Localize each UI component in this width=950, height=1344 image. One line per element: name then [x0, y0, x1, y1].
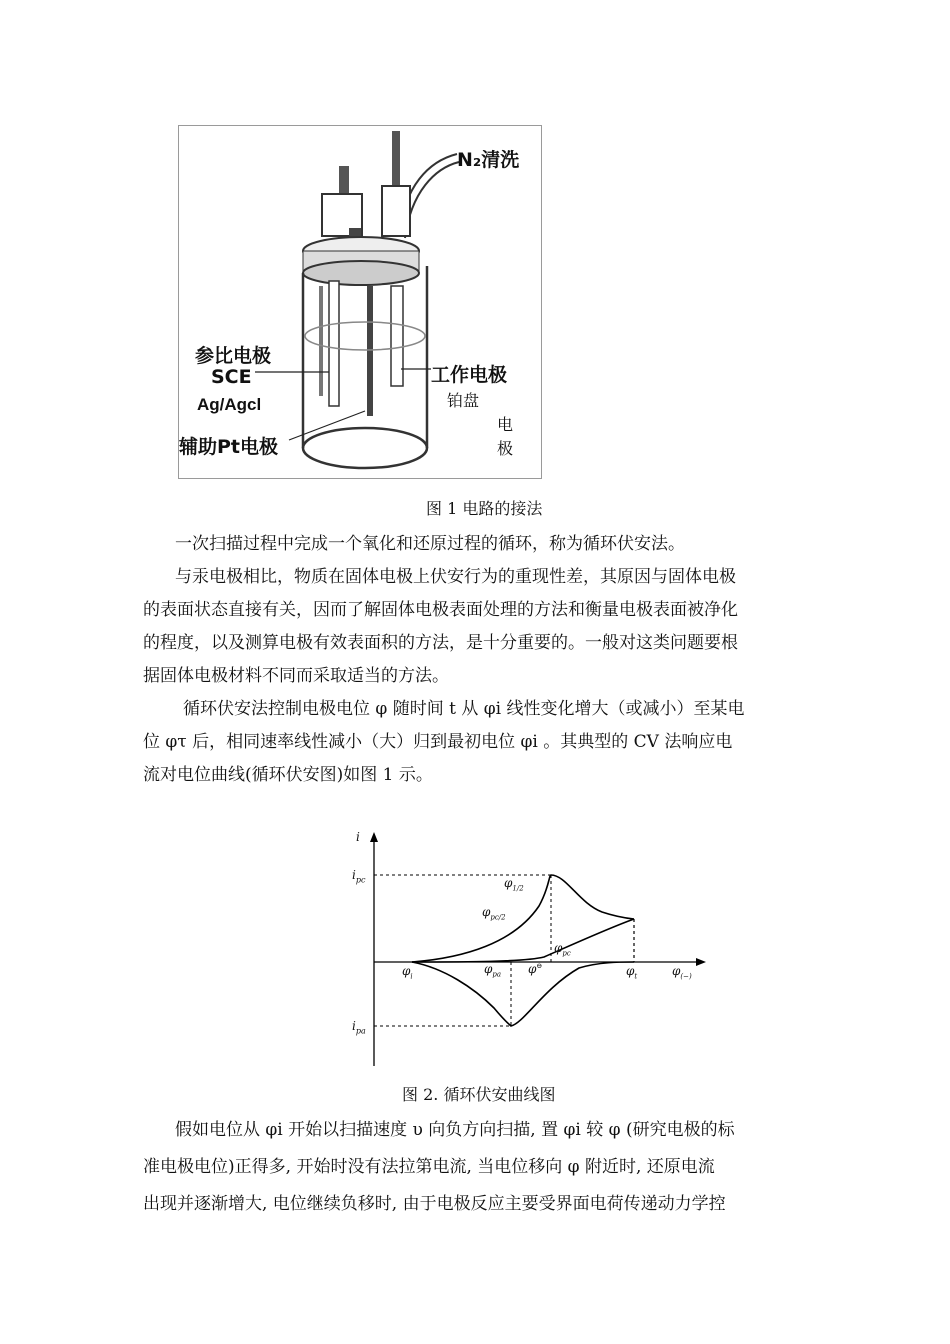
phi-pa-subscript: pa [492, 970, 502, 979]
paragraph-line: 与汞电极相比，物质在固体电极上伏安行为的重现性差，其原因与固体电极 [175, 567, 736, 587]
paragraph-line: 的表面状态直接有关，因而了解固体电极表面处理的方法和衡量电极表面被净化 [143, 600, 738, 620]
voltammogram-plot [344, 828, 711, 1070]
agcl-label: Ag/Agcl [197, 395, 262, 414]
sce-label: SCE [211, 366, 252, 388]
paragraph-line: 假如电位从 φi 开始以扫描速度 υ 向负方向扫描, 置 φi 较 φ (研究电极的标 [175, 1120, 735, 1140]
electrochemical-cell-figure [178, 125, 542, 479]
anodic-curve [412, 962, 634, 1026]
phi-t-symbol: φ [626, 964, 635, 978]
paragraph-line: 准电极电位)正得多, 开始时没有法拉第电流, 当电位移向 φ 附近时, 还原电流 [143, 1157, 715, 1177]
working-electrode-label: 工作电极 [431, 364, 508, 386]
paragraph-line: 出现并逐渐增大, 电位继续负移时, 由于电极反应主要受界面电荷传递动力学控 [143, 1194, 726, 1214]
phi-axis-label [672, 964, 692, 980]
body-text-1 [143, 528, 811, 792]
i-axis-label: i [356, 830, 360, 844]
body-text-2 [143, 1112, 811, 1223]
platinum-disc-label-3: 极 [497, 439, 514, 458]
phi-axis-symbol: φ [672, 964, 681, 978]
phi-standard-label [528, 962, 542, 976]
ipc-label [352, 868, 365, 884]
ipc-subscript: pc [355, 875, 366, 885]
phi-pa-symbol: φ [484, 962, 493, 976]
platinum-disc-label-2: 电 [497, 415, 514, 434]
phi-pa-label [484, 962, 501, 978]
phi-pc2-label [482, 905, 506, 921]
cell-drawing [179, 126, 541, 478]
ipa-subscript: pa [355, 1026, 366, 1036]
phi-standard-symbol: φ [528, 962, 537, 976]
cyclic-voltammogram-figure [344, 828, 711, 1070]
ipa-label [352, 1019, 366, 1035]
phi-i-subscript: i [410, 972, 413, 981]
phi-axis-subscript: (−) [680, 972, 692, 981]
phi-pc-subscript: pc [562, 949, 571, 958]
paragraph-line: 循环伏安法控制电极电位 φ 随时间 t 从 φi 线性变化增大（或减小）至某电 [183, 699, 745, 719]
phi-t-label [626, 964, 637, 980]
phi-pc2-subscript: pc/2 [490, 913, 506, 922]
phi-i-symbol: φ [402, 964, 411, 978]
paragraph-line: 的程度，以及测算电极有效表面积的方法，是十分重要的。一般对这类问题要根 [143, 633, 738, 653]
phi-half-symbol: φ [504, 876, 513, 890]
phi-t-subscript: t [634, 972, 638, 981]
phi-pc2-symbol: φ [482, 905, 491, 919]
phi-half-subscript: 1/2 [512, 884, 524, 893]
paragraph-line: 据固体电极材料不同而采取适当的方法。 [143, 666, 449, 686]
n2-purge-label: N₂清洗 [457, 149, 520, 171]
return-curve [412, 919, 634, 962]
phi-i-label [402, 964, 413, 980]
phi-pc-label [554, 941, 571, 957]
paragraph-line: 一次扫描过程中完成一个氧化和还原过程的循环，称为循环伏安法。 [175, 534, 685, 554]
paragraph-line: 位 φτ 后，相同速率线性减小（大）归到最初电位 φi 。其典型的 CV 法响应电 [143, 732, 733, 752]
phi-half-label [504, 876, 524, 892]
paragraph-line: 流对电位曲线(循环伏安图)如图 1 示。 [143, 765, 433, 785]
phi-standard-superscript: ⊖ [536, 962, 543, 970]
auxiliary-electrode-label: 辅助Pt电极 [179, 436, 279, 458]
figure2-caption: 图 2. 循环伏安曲线图 [402, 1085, 556, 1104]
ipa-symbol: i [352, 1019, 356, 1033]
figure1-caption: 图 1 电路的接法 [426, 499, 543, 518]
reference-electrode-label: 参比电极 [195, 345, 272, 367]
ipc-symbol: i [352, 868, 356, 882]
platinum-disc-label-1: 铂盘 [447, 391, 480, 410]
phi-pc-symbol: φ [554, 941, 563, 955]
